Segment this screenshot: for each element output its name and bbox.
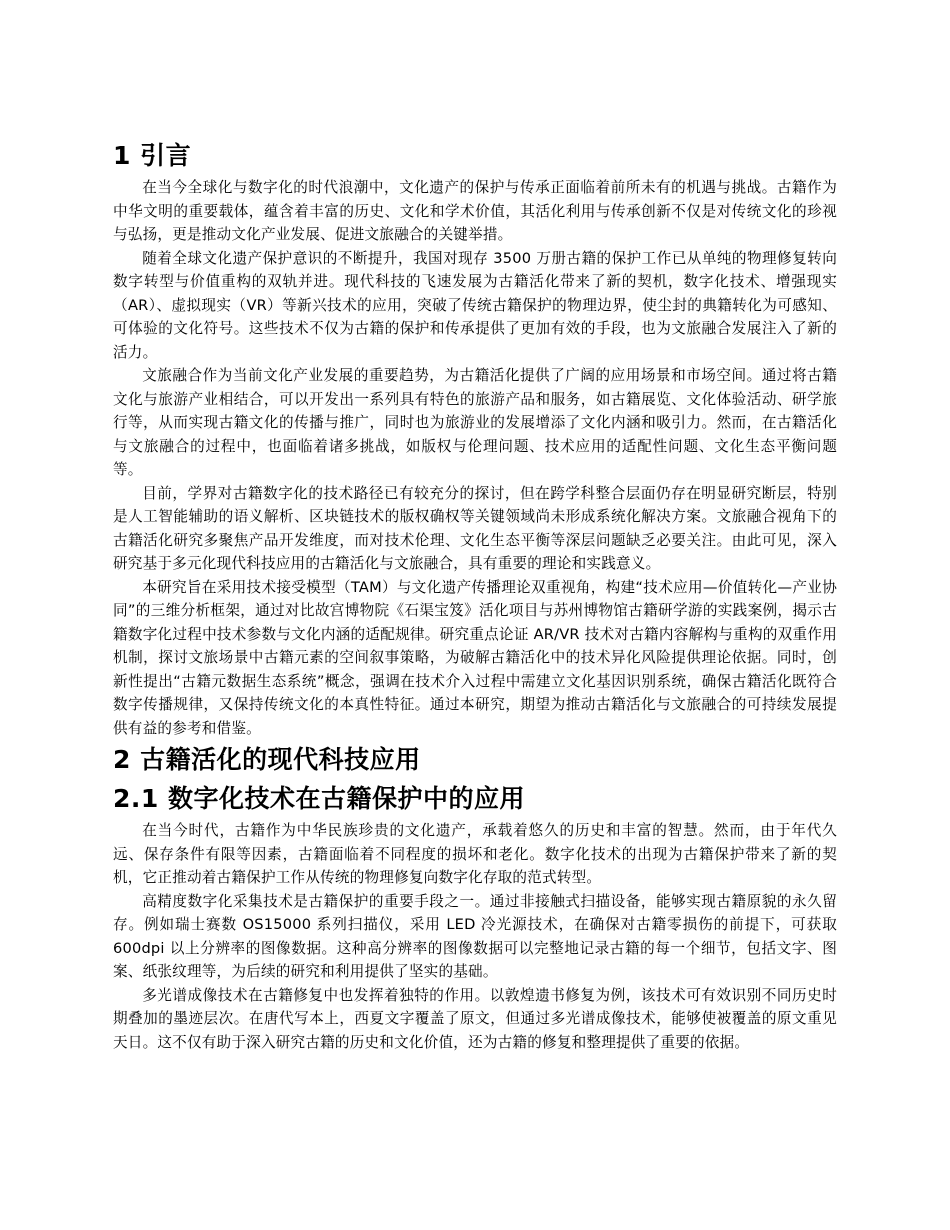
section-2-1-heading: 2.1 数字化技术在古籍保护中的应用 [113,784,525,813]
paragraph: 文旅融合作为当前文化产业发展的重要趋势，为古籍活化提供了广阔的应用场景和市场空间。通过将古籍文化与旅游产业相结合，可以开发出一系列具有特色的旅游产品和服务，如古籍展览、文化体验活动、研学旅行等，从而实现古籍文化的传播与推广，同时也为旅游业的发展增添了文化内涵和吸引力。然而，在古籍活化与文旅融合的过程中，也面临着诸多挑战，如版权与伦理问题、技术应用的适配性问题、文化生态平衡问题等。 [113,367,837,478]
paragraph: 随着全球文化遗产保护意识的不断提升，我国对现存 3500 万册古籍的保护工作已从单纯的物理修复转向数字转型与价值重构的双轨并进。现代科技的飞速发展为古籍活化带来了新的契机，数字化技术、增强现实（AR）、虚拟现实（VR）等新兴技术的应用，突破了传统古籍保护的物理边界，使尘封的典籍转化为可感知、可体验的文化符号。这些技术不仅为古籍的保护和传承提供了更加有效的手段，也为文旅融合发展注入了新的活力。 [113,249,837,361]
paragraph: 高精度数字化采集技术是古籍保护的重要手段之一。通过非接触式扫描设备，能够实现古籍原貌的永久留存。例如瑞士赛数 OS15000 系列扫描仪，采用 LED 冷光源技术，在确保对古籍零损伤的前提下，可获取 600dpi 以上分辨率的图像数据。这种高分辨率的图像数据可以完整地记录古籍的每一个细节，包括文字、图案、纸张纹理等，为后续的研究和利用提供了坚实的基础。 [113,892,837,980]
paragraph: 目前，学界对古籍数字化的技术路径已有较充分的探讨，但在跨学科整合层面仍存在明显研究断层，特别是人工智能辅助的语义解析、区块链技术的版权确权等关键领域尚未形成系统化解决方案。文旅融合视角下的古籍活化研究多聚焦产品开发维度，而对技术伦理、文化生态平衡等深层问题缺乏必要关注。由此可见，深入研究基于多元化现代科技应用的古籍活化与文旅融合，具有重要的理论和实践意义。 [113,484,837,572]
paragraph: 在当今时代，古籍作为中华民族珍贵的文化遗产，承载着悠久的历史和丰富的智慧。然而，由于年代久远、保存条件有限等因素，古籍面临着不同程度的损坏和老化。数字化技术的出现为古籍保护带来了新的契机，它正推动着古籍保护工作从传统的物理修复向数字化存取的范式转型。 [113,822,837,886]
document-page [113,136,837,1054]
paragraph: 本研究旨在采用技术接受模型（TAM）与文化遗产传播理论双重视角，构建“技术应用—价值转化—产业协同”的三维分析框架，通过对比故宫博物院《石渠宝笈》活化项目与苏州博物馆古籍研学游的实践案例，揭示古籍数字化过程中技术参数与文化内涵的适配规律。研究重点论证 AR/VR 技术对古籍内容解构与重构的双重作用机制，探讨文旅场景中古籍元素的空间叙事策略，为破解古籍活化中的技术异化风险提供理论依据。同时，创新性提出“古籍元数据生态系统”概念，强调在技术介入过程中需建立文化基因识别系统，确保古籍活化既符合数字传播规律，又保持传统文化的本真性特征。通过本研究，期望为推动古籍活化与文旅融合的可持续发展提供有益的参考和借鉴。 [113,578,837,737]
paragraph: 在当今全球化与数字化的时代浪潮中，文化遗产的保护与传承正面临着前所未有的机遇与挑战。古籍作为中华文明的重要载体，蕴含着丰富的历史、文化和学术价值，其活化利用与传承创新不仅是对传统文化的珍视与弘扬，更是推动文化产业发展、促进文旅融合的关键举措。 [113,179,837,243]
section-2-heading: 2 古籍活化的现代科技应用 [113,745,421,774]
section-1-heading: 1 引言 [113,141,192,170]
paragraph: 多光谱成像技术在古籍修复中也发挥着独特的作用。以敦煌遗书修复为例，该技术可有效识别不同历史时期叠加的墨迹层次。在唐代写本上，西夏文字覆盖了原文，但通过多光谱成像技术，能够使被覆盖的原文重见天日。这不仅有助于深入研究古籍的历史和文化价值，还为古籍的修复和整理提供了重要的依据。 [113,986,837,1051]
